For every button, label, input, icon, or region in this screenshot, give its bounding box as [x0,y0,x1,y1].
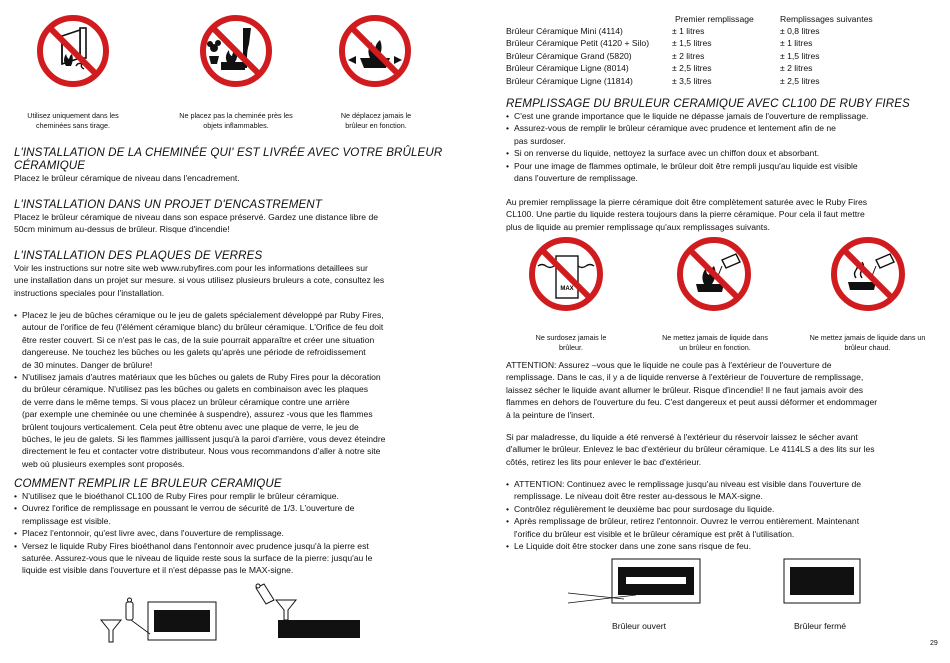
icon-caption-refill-hot: Ne mettez jamais de liquide dans un brûleur chaud. [809,333,926,352]
paragraph-attention: ATTENTION: Assurez –vous que le liquide ne coule pas à l'extérieur de l'ouverture de remplissage. Dans le cas, il y a de liquide renverse à l'extérieur de l'ouverture de remplissage, laissez sécher le liquide avant allumer le brûleur. Risque d'incendie! Il ne faut jamais avoir des flammes en dehors de l'ouverture du feu. C'est dangereux et peut aussi déformer et endommager à la peinture de l'insert. [506,360,878,420]
section-fill-burner [14,477,444,490]
table-header-first: Premier remplissage [675,14,754,24]
refill-hot-prohibited-icon [830,236,906,312]
list-item: • Versez le liquide Ruby Fires bioéthanol dans l'entonnoir avec prudence jusqu'à la pierre est saturée. Assurez-vous que le niveau de liquide reste sous la surface de la pierre: jusqu'au le liquide est visible dans l'ouverture et il n'est dépasse pas le MAX-signe. [14,540,446,577]
table-row: Brûleur Céramique Grand (5820) ± 2 litres ± 1,5 litres [506,50,820,61]
list-item: • N'utilisez que le bioéthanol CL100 de Ruby Fires pour remplir le brûleur céramique. [14,490,446,502]
table-row: Brûleur Céramique Mini (4114) ± 1 litres ± 0,8 litres [506,26,820,36]
icon-caption-refill-burning: Ne mettez jamais de liquide dans un brûleur en fonction. [662,333,768,352]
list-item: • Le Liquide doit être stocker dans une zone sans risque de feu. [506,540,938,552]
funnel-pouring-illustration [248,582,363,642]
bullet-list-attention [506,478,938,552]
paragraph-first-fill: Au premier remplissage la pierre céramique doit être complètement saturée avec le Ruby Fires CL100. Une partie du liquide restera toujours dans la pierre céramique. Pour cela il faut mettre plus de liquide au premier remplissage qu'aux remplissages suivants. [506,197,868,232]
list-item: • N'utilisez jamais d'autres matériaux que les bûches ou galets de Ruby Fires pour la décoration du brûleur céramique. N'utilisez pas les bûches ou galets en combinaison avec les plaques de verre dans le même temps. Si vous placez un brûleur céramique contre une arrière (par exemple une cheminée ou une cheminée à suspendre), assurez -vous que les flammes brûlent toujours verticalement. Cela peut être obtenu avec une plaque de verre, le jeu de bûches, le jeu de galets. Si les flammes jaillissent jusqu'à la paroi d'arrière, vous devez éteindre directement le feu et contacter votre distributeur. Nous vous recommandons d'aller à notre site web où plusieurs exemples sont proposés. [14,371,446,470]
section-heading: L'INSTALLATION DES PLAQUES DE VERRES [14,249,263,262]
refill-burning-prohibited-icon [676,236,752,312]
burner-open-diagram [566,555,706,615]
section-line: Placez le brûleur céramique de niveau dans son espace préservé. Gardez une distance libre de [14,212,379,222]
chimney-draft-prohibited-icon [36,14,110,88]
table-header-next: Remplissages suivantes [780,14,873,24]
list-item: • ATTENTION: Continuez avec le remplissage jusqu'au niveau est visible dans l'ouverture de remplissage. Le niveau doit être rester au-dessous le MAX-signe. [506,478,938,503]
section-line: instructions speciales pour l'installation. [14,287,165,298]
section-glass-plates [14,249,444,299]
icon-caption-chimney: Utilisez uniquement dans les cheminées sans tirage. [27,111,119,130]
fill-table [506,25,926,87]
table-row: Brûleur Céramique Ligne (8014) ± 2,5 litres ± 2 litres [506,63,813,74]
list-item: • Si on renverse du liquide, nettoyez la surface avec un chiffon doux et absorbant. [506,147,938,159]
table-row: Brûleur Céramique Ligne (11814) ± 3,5 litres ± 2,5 litres [506,75,820,86]
section-heading: L'INSTALLATION DE LA CHEMINÉE QUI' EST LIVRÉE AVEC VOTRE BRÛLEUR CÉRAMIQUE [14,146,443,172]
burner-closed-label: Brûleur fermé [794,621,847,631]
move-burner-prohibited-icon [338,14,412,88]
icon-caption-overfill: Ne surdosez jamais le brûleur. [535,333,607,352]
list-item: • Pour une image de flammes optimale, le brûleur doit être rempli jusqu'au liquide est visible dans l'ouverture de remplissage. [506,160,938,185]
list-item: • Ouvrez l'orifice de remplissage en poussant le verrou de sécurité de 1/3. L'ouverture de remplissage est visible. [14,502,446,527]
table-row: Brûleur Céramique Petit (4120 + Silo) ± 1,5 litres ± 1 litres [506,38,813,49]
section-heading: COMMENT REMPLIR LE BRULEUR CERAMIQUE [14,477,282,490]
icon-caption-move: Ne déplacez jamais le brûleur en fonction. [340,111,412,130]
section-line: 50cm minimum au-dessus de brûleur. Risque d'incendie! [14,224,230,235]
paragraph-spill: Si par maladresse, du liquide a été renversé à l'extérieur du réservoir laissez le sécher avant d'allumer le brûleur. Enlevez le bac d'extérieur du brûleur céramique. Le 4114LS a des lits sur les côtés, retirez les lits pour enlever le bac d'extérieur. [506,432,875,467]
list-item: • Après remplissage de brûleur, retirez l'entonnoir. Ouvrez le verrou entièrement. Maintenant l'orifice du brûleur est visible et le brûleur céramique est prêt à l'utilisation. [506,515,938,540]
section-heading: L'INSTALLATION DANS UN PROJET D'ENCASTREMENT [14,198,322,211]
section-chimney-install [14,146,444,184]
list-item: • C'est une grande importance que le liquide ne dépasse jamais de l'ouverture de remplissage. [506,110,938,122]
list-item: • Assurez-vous de remplir le brûleur céramique avec prudence et lentement afin de ne pas surdoser. [506,122,938,147]
section-line: Voir les instructions sur notre site web www.rubyfires.com pour les informations detaillees sur [14,263,368,273]
page-number: 29 [930,640,938,647]
burner-closed-diagram [782,555,862,615]
section-heading: REMPLISSAGE DU BRULEUR CERAMIQUE AVEC CL100 DE RUBY FIRES [506,97,910,110]
overfill-prohibited-icon [528,236,604,312]
flammable-objects-prohibited-icon [199,14,273,88]
section-built-in-install [14,198,444,236]
bullet-list-filling [14,490,446,577]
section-refill [506,97,936,110]
section-text: Placez le brûleur céramique de niveau dans l'encadrement. [14,173,240,183]
bullet-list-decoration [14,309,446,470]
max-label: MAX [560,286,574,292]
list-item: • Contrôlez régulièrement le deuxième bac pour surdosage du liquide. [506,503,938,515]
funnel-open-burner-illustration [98,596,223,646]
section-line: une installation dans un projet sur mesure. si vous utilisez plusieurs bruleurs a cote, consultez les [14,275,385,286]
burner-open-label: Brûleur ouvert [612,621,666,631]
list-item: • Placez le jeu de bûches céramique ou le jeu de galets spécialement développé par Ruby Fires, autour de l'orifice de feu (l'élément céramique blanc) du brûleur céramique. L'Orifice de feu doit être rester couvert. Si ce n'est pas le cas, de la suie pourrait apparaître et créer une situation dangereuse. Ne touchez les bûches ou les galets qu'après une période de refroidissement de 30 minutes. Danger de brûlure! [14,309,446,371]
list-item: • Placez l'entonnoir, qu'est livre avec, dans l'ouverture de remplissage. [14,527,446,539]
bullet-list-refill [506,110,938,184]
icon-caption-flammables: Ne placez pas la cheminée près les objets inflammables. [179,111,293,130]
